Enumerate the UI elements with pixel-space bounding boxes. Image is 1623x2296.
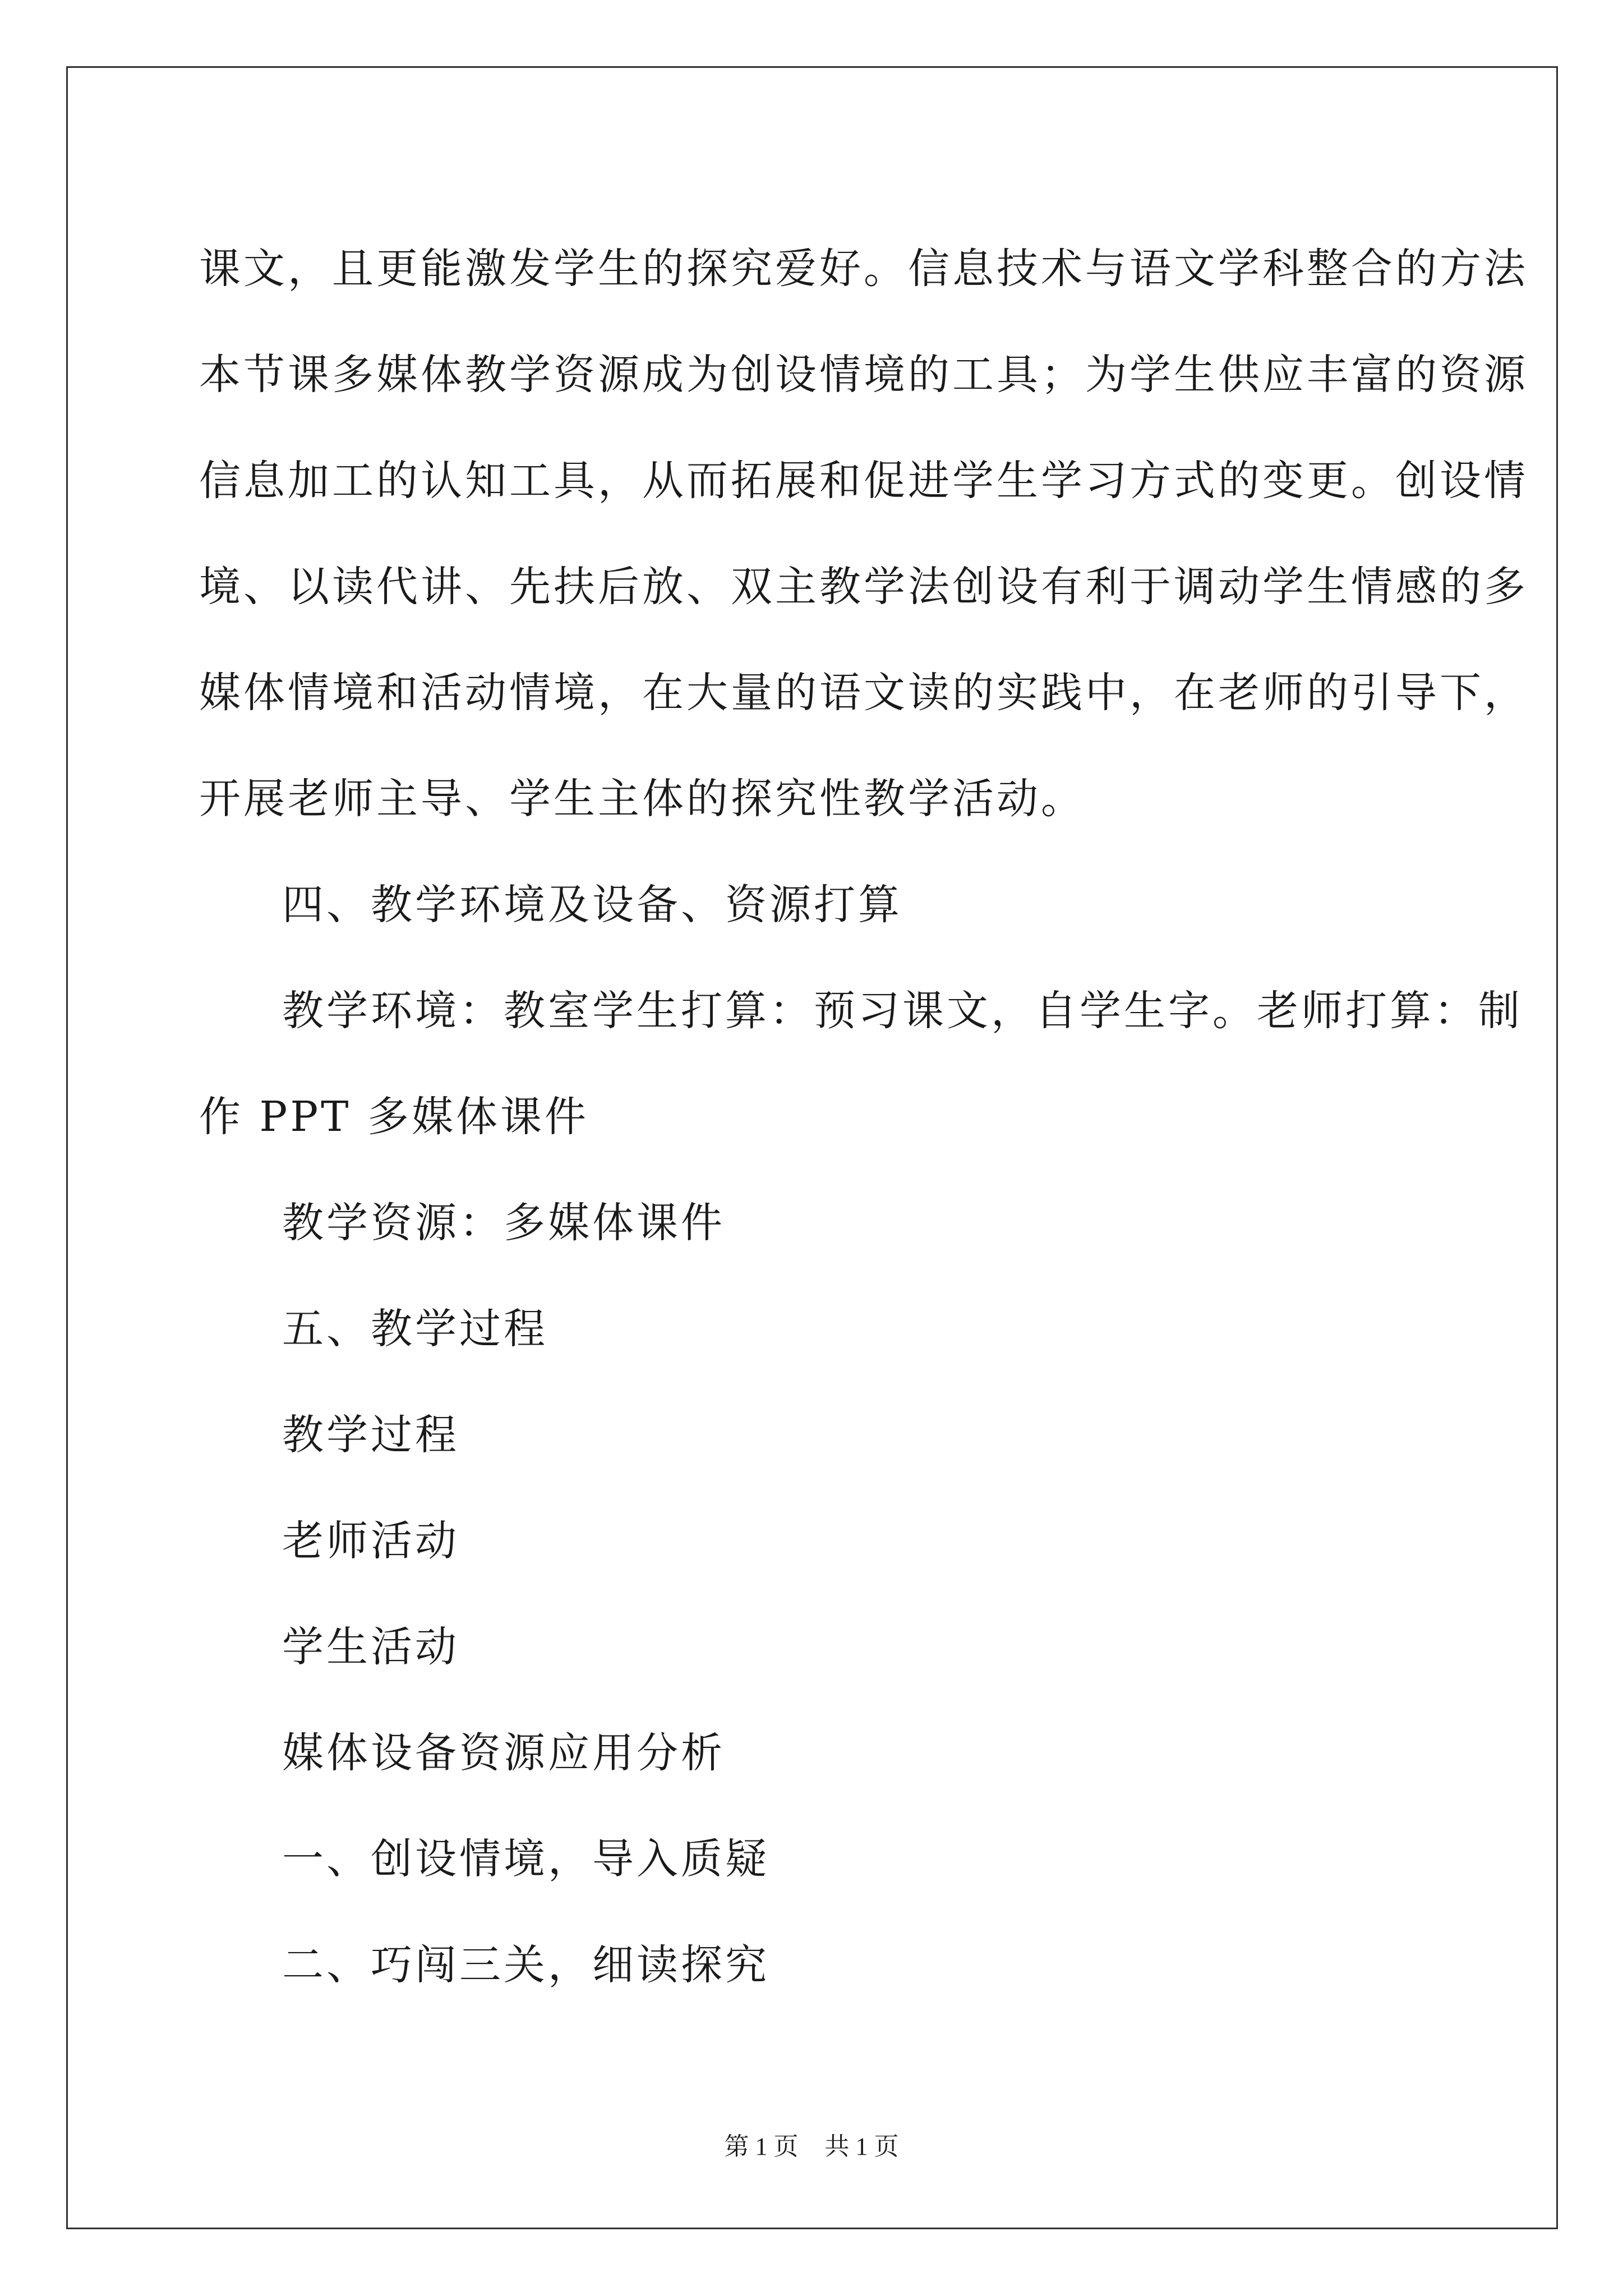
list-item: 一、创设情境，导入质疑 (282, 1835, 769, 1883)
list-item: 老师活动 (282, 1517, 459, 1565)
paragraph-line: 教学资源：多媒体课件 (282, 1199, 725, 1247)
document-body (199, 216, 1528, 2018)
paragraph-line: 作 PPT 多媒体课件 (199, 1093, 589, 1141)
page-number: 第 1 页 (724, 2133, 799, 2160)
paragraph-line: 信息加工的认知工具，从而拓展和促进学生学习方式的变更。创设情 (199, 457, 1528, 505)
section-heading: 四、教学环境及设备、资源打算 (282, 881, 902, 929)
paragraph-line: 本节课多媒体教学资源成为创设情境的工具；为学生供应丰富的资源 (199, 351, 1528, 399)
list-item: 媒体设备资源应用分析 (282, 1729, 725, 1777)
section-heading: 五、教学过程 (282, 1305, 548, 1353)
page-footer (0, 2126, 1623, 2162)
paragraph-line: 境、以读代讲、先扶后放、双主教学法创设有利于调动学生情感的多 (199, 563, 1528, 611)
paragraph-line: 媒体情境和活动情境，在大量的语文读的实践中，在老师的引导下， (199, 669, 1528, 717)
list-item: 教学过程 (282, 1411, 459, 1459)
list-item: 二、巧闯三关，细读探究 (282, 1941, 769, 1989)
list-item: 学生活动 (282, 1623, 459, 1671)
paragraph-line: 课文，且更能激发学生的探究爱好。信息技术与语文学科整合的方法 (199, 245, 1528, 293)
paragraph-line: 教学环境：教室学生打算：预习课文，自学生字。老师打算：制 (282, 987, 1523, 1035)
paragraph-line: 开展老师主导、学生主体的探究性教学活动。 (199, 775, 1085, 823)
page-total: 共 1 页 (824, 2133, 899, 2160)
